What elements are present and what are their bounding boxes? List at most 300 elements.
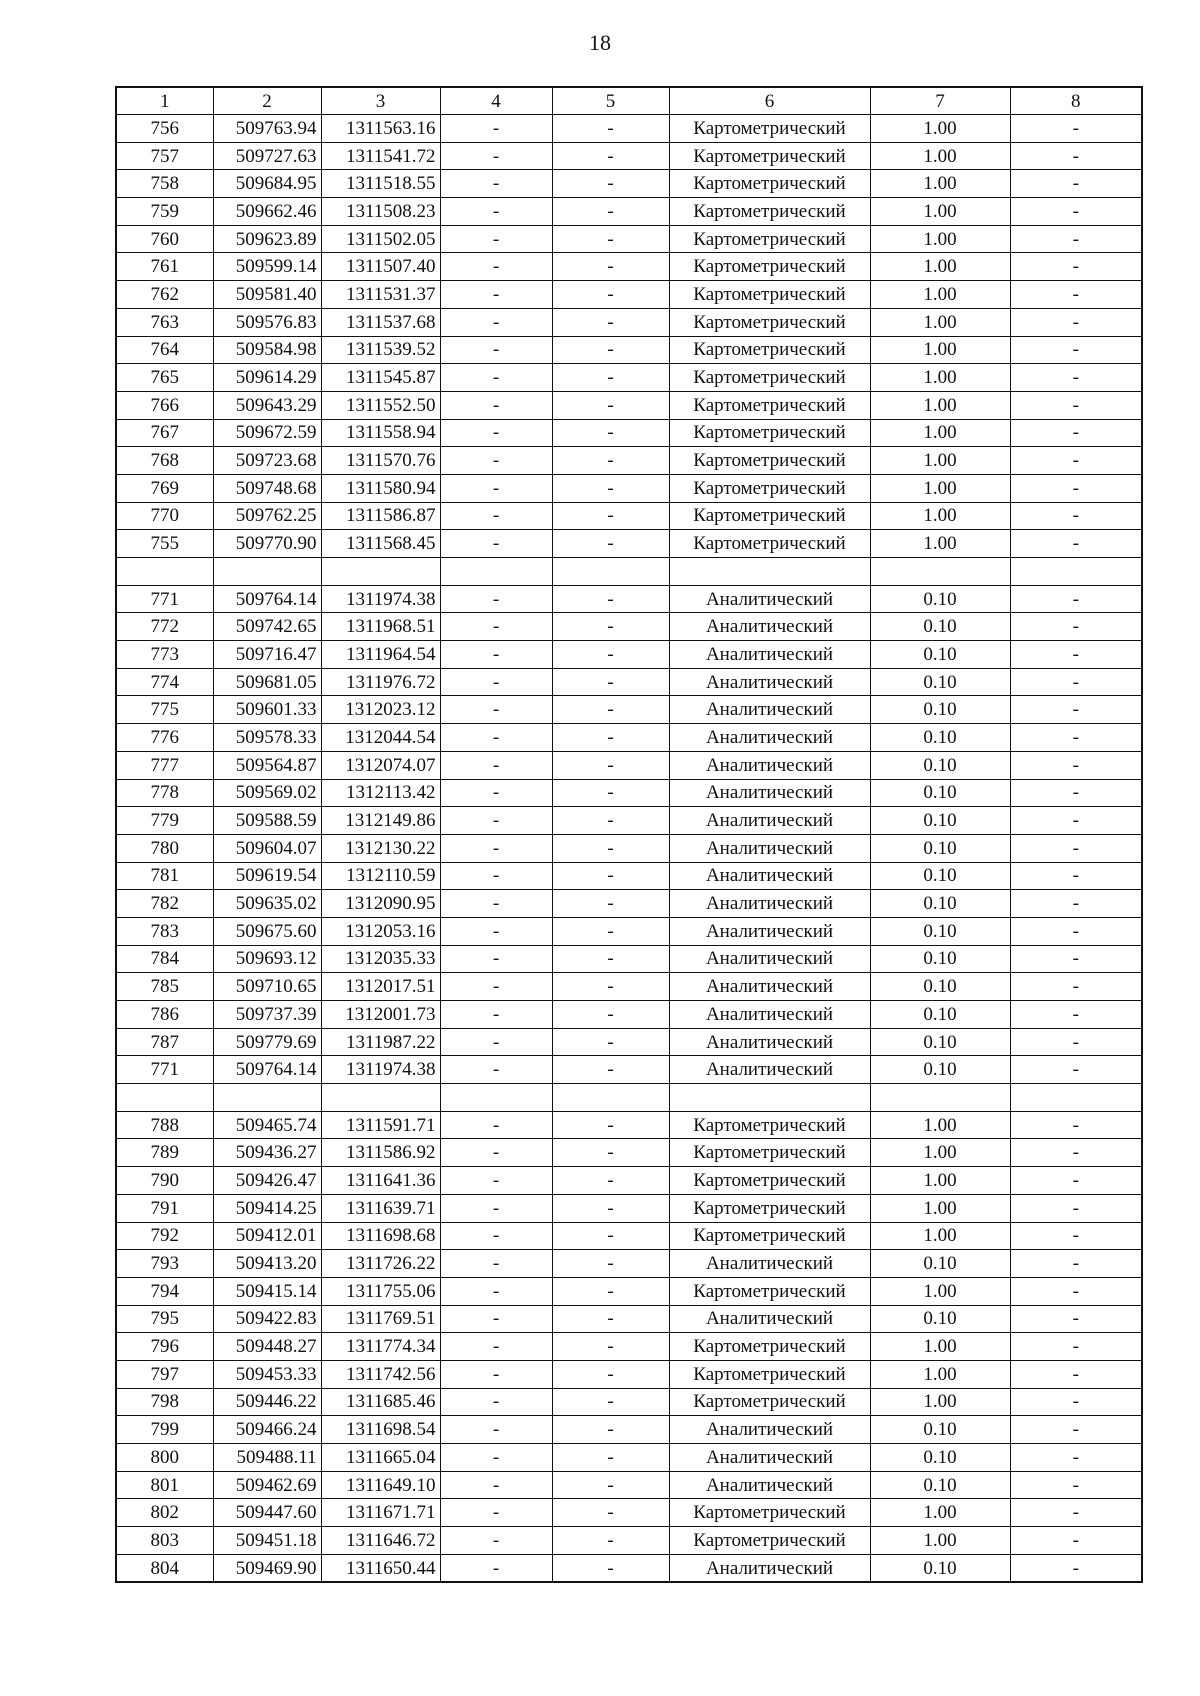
table-cell: - <box>552 1194 669 1222</box>
table-cell: - <box>552 917 669 945</box>
table-cell: 1312130.22 <box>321 834 440 862</box>
table-cell: 1312053.16 <box>321 917 440 945</box>
table-cell: - <box>1010 1554 1142 1582</box>
table-cell: 789 <box>116 1139 213 1167</box>
table-cell: Картометрический <box>669 225 870 253</box>
table-cell: - <box>552 225 669 253</box>
table-cell: 1.00 <box>870 1222 1010 1250</box>
table-row <box>116 1056 1142 1084</box>
table-cell: Картометрический <box>669 1277 870 1305</box>
table-row <box>116 890 1142 918</box>
table-cell: 771 <box>116 1056 213 1084</box>
table-row <box>116 862 1142 890</box>
table-cell: 1311508.23 <box>321 198 440 226</box>
table-cell: - <box>1010 834 1142 862</box>
header-row <box>116 87 1142 115</box>
table-cell: - <box>1010 1277 1142 1305</box>
table-row <box>116 1222 1142 1250</box>
table-cell: - <box>552 1250 669 1278</box>
table-cell: 778 <box>116 779 213 807</box>
table-cell: 509662.46 <box>213 198 321 226</box>
table-cell: 1.00 <box>870 308 1010 336</box>
table-cell: 509436.27 <box>213 1139 321 1167</box>
table-cell: 1.00 <box>870 1194 1010 1222</box>
table-cell: - <box>552 890 669 918</box>
table-cell: 1.00 <box>870 225 1010 253</box>
table-cell: 509448.27 <box>213 1333 321 1361</box>
table-cell: 1311507.40 <box>321 253 440 281</box>
table-cell: - <box>440 502 552 530</box>
table-cell: - <box>440 225 552 253</box>
column-header: 3 <box>321 87 440 115</box>
table-cell: - <box>440 1222 552 1250</box>
table-cell: Аналитический <box>669 585 870 613</box>
table-cell: 794 <box>116 1277 213 1305</box>
table-cell: 0.10 <box>870 585 1010 613</box>
table-cell: - <box>1010 308 1142 336</box>
table-cell: - <box>440 336 552 364</box>
table-cell: 0.10 <box>870 1416 1010 1444</box>
table-cell: - <box>1010 945 1142 973</box>
table-cell: 0.10 <box>870 1056 1010 1084</box>
table-cell: 1311650.44 <box>321 1554 440 1582</box>
table-cell: Картометрический <box>669 115 870 143</box>
table-cell: 767 <box>116 419 213 447</box>
table-cell: - <box>1010 1001 1142 1029</box>
table-cell: 509764.14 <box>213 1056 321 1084</box>
table-cell: 787 <box>116 1028 213 1056</box>
table-cell: 756 <box>116 115 213 143</box>
table-cell: 0.10 <box>870 613 1010 641</box>
table-cell: - <box>440 751 552 779</box>
table-cell: - <box>552 142 669 170</box>
table-cell: 1.00 <box>870 1360 1010 1388</box>
table-row <box>116 1471 1142 1499</box>
table-cell: - <box>1010 696 1142 724</box>
table-cell: - <box>1010 668 1142 696</box>
table-cell: - <box>552 1001 669 1029</box>
empty-cell <box>870 558 1010 586</box>
table-cell: Аналитический <box>669 890 870 918</box>
table-cell: 755 <box>116 530 213 558</box>
table-row <box>116 1001 1142 1029</box>
table-cell: - <box>440 1056 552 1084</box>
table-cell: 795 <box>116 1305 213 1333</box>
table-cell: 509604.07 <box>213 834 321 862</box>
table-cell: 1311726.22 <box>321 1250 440 1278</box>
empty-cell <box>552 558 669 586</box>
table-cell: 509584.98 <box>213 336 321 364</box>
table-cell: 0.10 <box>870 668 1010 696</box>
table-cell: 509681.05 <box>213 668 321 696</box>
table-cell: Картометрический <box>669 447 870 475</box>
table-cell: 769 <box>116 474 213 502</box>
table-row <box>116 170 1142 198</box>
table-cell: 802 <box>116 1499 213 1527</box>
table-cell: 1312149.86 <box>321 807 440 835</box>
table-cell: Аналитический <box>669 945 870 973</box>
table-cell: Аналитический <box>669 807 870 835</box>
separator-row <box>116 558 1142 586</box>
table-cell: 1311987.22 <box>321 1028 440 1056</box>
coordinates-table <box>115 86 1143 1583</box>
table-cell: 509451.18 <box>213 1527 321 1555</box>
table-cell: 509578.33 <box>213 724 321 752</box>
table-row <box>116 834 1142 862</box>
table-cell: 509581.40 <box>213 281 321 309</box>
table-cell: 509675.60 <box>213 917 321 945</box>
table-cell: - <box>440 1554 552 1582</box>
table-row <box>116 1527 1142 1555</box>
table-cell: 1311518.55 <box>321 170 440 198</box>
table-cell: Аналитический <box>669 1305 870 1333</box>
table-cell: 509576.83 <box>213 308 321 336</box>
table-row <box>116 1111 1142 1139</box>
table-cell: 1.00 <box>870 253 1010 281</box>
table-cell: 0.10 <box>870 724 1010 752</box>
table-cell: 509723.68 <box>213 447 321 475</box>
table-cell: 1311698.68 <box>321 1222 440 1250</box>
table-cell: - <box>552 1416 669 1444</box>
table-row <box>116 336 1142 364</box>
table-cell: 757 <box>116 142 213 170</box>
table-cell: - <box>552 1277 669 1305</box>
table-cell: Аналитический <box>669 862 870 890</box>
table-cell: Аналитический <box>669 917 870 945</box>
table-cell: - <box>552 253 669 281</box>
table-cell: - <box>440 1416 552 1444</box>
table-row <box>116 1028 1142 1056</box>
table-cell: - <box>552 391 669 419</box>
table-cell: Аналитический <box>669 1250 870 1278</box>
table-cell: 1312035.33 <box>321 945 440 973</box>
table-cell: - <box>552 585 669 613</box>
table-cell: 509764.14 <box>213 585 321 613</box>
table-cell: 0.10 <box>870 1001 1010 1029</box>
table-cell: 796 <box>116 1333 213 1361</box>
table-cell: 774 <box>116 668 213 696</box>
table-cell: 1312090.95 <box>321 890 440 918</box>
table-row <box>116 308 1142 336</box>
table-cell: 1311586.92 <box>321 1139 440 1167</box>
table-cell: - <box>440 585 552 613</box>
table-cell: 765 <box>116 364 213 392</box>
table-cell: - <box>1010 391 1142 419</box>
table-cell: - <box>1010 1305 1142 1333</box>
table-cell: - <box>552 696 669 724</box>
table-cell: 1.00 <box>870 198 1010 226</box>
table-cell: 509672.59 <box>213 419 321 447</box>
table-cell: - <box>440 641 552 669</box>
table-cell: - <box>1010 724 1142 752</box>
table-cell: 509601.33 <box>213 696 321 724</box>
table-cell: 509762.25 <box>213 502 321 530</box>
table-cell: Аналитический <box>669 751 870 779</box>
table-cell: - <box>552 530 669 558</box>
table-cell: 798 <box>116 1388 213 1416</box>
table-cell: - <box>440 115 552 143</box>
table-row <box>116 1499 1142 1527</box>
table-cell: 764 <box>116 336 213 364</box>
table-cell: 509748.68 <box>213 474 321 502</box>
table-cell: 1311545.87 <box>321 364 440 392</box>
table-cell: - <box>1010 364 1142 392</box>
table-row <box>116 115 1142 143</box>
table-cell: - <box>440 447 552 475</box>
table-cell: Аналитический <box>669 1444 870 1472</box>
table-cell: - <box>552 973 669 1001</box>
table-cell: 509413.20 <box>213 1250 321 1278</box>
table-cell: Картометрический <box>669 364 870 392</box>
table-cell: - <box>552 198 669 226</box>
table-cell: - <box>552 668 669 696</box>
table-cell: 1311558.94 <box>321 419 440 447</box>
table-cell: - <box>440 1028 552 1056</box>
table-cell: 509414.25 <box>213 1194 321 1222</box>
table-cell: 1311976.72 <box>321 668 440 696</box>
table-cell: - <box>552 1167 669 1195</box>
table-row <box>116 973 1142 1001</box>
table-cell: 1311769.51 <box>321 1305 440 1333</box>
table-cell: 509643.29 <box>213 391 321 419</box>
table-cell: 1311665.04 <box>321 1444 440 1472</box>
table-cell: Аналитический <box>669 779 870 807</box>
table-cell: Картометрический <box>669 391 870 419</box>
table-cell: - <box>440 281 552 309</box>
table-cell: 1311974.38 <box>321 1056 440 1084</box>
empty-cell <box>669 1084 870 1112</box>
table-cell: 0.10 <box>870 779 1010 807</box>
table-cell: 509742.65 <box>213 613 321 641</box>
table-cell: 792 <box>116 1222 213 1250</box>
table-cell: - <box>440 973 552 1001</box>
table-cell: 775 <box>116 696 213 724</box>
table-cell: - <box>440 1499 552 1527</box>
table-cell: - <box>1010 115 1142 143</box>
table-cell: 797 <box>116 1360 213 1388</box>
table-cell: 509684.95 <box>213 170 321 198</box>
table-cell: - <box>440 530 552 558</box>
table-cell: 0.10 <box>870 1250 1010 1278</box>
table-row <box>116 1250 1142 1278</box>
table-cell: 1311580.94 <box>321 474 440 502</box>
table-cell: - <box>1010 1111 1142 1139</box>
table-cell: - <box>1010 1222 1142 1250</box>
table-cell: 0.10 <box>870 751 1010 779</box>
table-cell: 804 <box>116 1554 213 1582</box>
table-cell: - <box>440 613 552 641</box>
table-cell: 1311586.87 <box>321 502 440 530</box>
table-cell: 509453.33 <box>213 1360 321 1388</box>
table-cell: 509635.02 <box>213 890 321 918</box>
table-cell: Картометрический <box>669 253 870 281</box>
table-cell: - <box>552 834 669 862</box>
table-row <box>116 1444 1142 1472</box>
table-cell: - <box>440 253 552 281</box>
table-cell: - <box>552 1028 669 1056</box>
table-cell: 509710.65 <box>213 973 321 1001</box>
table-cell: 509614.29 <box>213 364 321 392</box>
table-cell: - <box>552 724 669 752</box>
table-cell: Картометрический <box>669 1111 870 1139</box>
table-cell: Картометрический <box>669 1499 870 1527</box>
table-cell: 758 <box>116 170 213 198</box>
table-cell: - <box>1010 225 1142 253</box>
table-cell: 785 <box>116 973 213 1001</box>
table-cell: - <box>552 751 669 779</box>
table-cell: 1311552.50 <box>321 391 440 419</box>
table-cell: - <box>1010 474 1142 502</box>
table-cell: 1311964.54 <box>321 641 440 669</box>
table-cell: - <box>1010 502 1142 530</box>
table-cell: 1312110.59 <box>321 862 440 890</box>
table-cell: 770 <box>116 502 213 530</box>
table-cell: 509466.24 <box>213 1416 321 1444</box>
column-header: 7 <box>870 87 1010 115</box>
table-cell: - <box>440 1167 552 1195</box>
table-cell: - <box>440 198 552 226</box>
table-cell: 1.00 <box>870 281 1010 309</box>
table-cell: Картометрический <box>669 1388 870 1416</box>
table-cell: 780 <box>116 834 213 862</box>
table-cell: 763 <box>116 308 213 336</box>
table-cell: Аналитический <box>669 724 870 752</box>
table-cell: - <box>1010 1444 1142 1472</box>
table-cell: 0.10 <box>870 807 1010 835</box>
table-cell: 801 <box>116 1471 213 1499</box>
table-cell: Картометрический <box>669 502 870 530</box>
table-cell: - <box>1010 1527 1142 1555</box>
separator-row <box>116 1084 1142 1112</box>
table-cell: - <box>552 170 669 198</box>
table-cell: 509569.02 <box>213 779 321 807</box>
table-cell: - <box>440 1139 552 1167</box>
table-cell: - <box>552 308 669 336</box>
table-cell: - <box>552 1056 669 1084</box>
table-cell: 509465.74 <box>213 1111 321 1139</box>
table-cell: 1312017.51 <box>321 973 440 1001</box>
table-cell: - <box>1010 890 1142 918</box>
table-row <box>116 668 1142 696</box>
table-row <box>116 1167 1142 1195</box>
table-cell: - <box>1010 613 1142 641</box>
table-cell: Картометрический <box>669 419 870 447</box>
table-cell: 1.00 <box>870 336 1010 364</box>
table-cell: - <box>552 1305 669 1333</box>
table-cell: - <box>440 917 552 945</box>
table-cell: - <box>552 1499 669 1527</box>
empty-cell <box>1010 558 1142 586</box>
table-cell: Аналитический <box>669 834 870 862</box>
table-row <box>116 724 1142 752</box>
table-cell: 509623.89 <box>213 225 321 253</box>
empty-cell <box>552 1084 669 1112</box>
table-cell: 1311502.05 <box>321 225 440 253</box>
table-cell: 784 <box>116 945 213 973</box>
table-cell: - <box>1010 1471 1142 1499</box>
table-cell: Картометрический <box>669 198 870 226</box>
table-cell: 1.00 <box>870 502 1010 530</box>
table-cell: - <box>552 281 669 309</box>
table-cell: 509447.60 <box>213 1499 321 1527</box>
table-cell: - <box>552 807 669 835</box>
table-cell: 1311591.71 <box>321 1111 440 1139</box>
table-cell: - <box>1010 1194 1142 1222</box>
table-cell: - <box>440 779 552 807</box>
table-cell: - <box>1010 1416 1142 1444</box>
table-cell: 509469.90 <box>213 1554 321 1582</box>
table-row <box>116 1360 1142 1388</box>
table-cell: - <box>552 945 669 973</box>
table-cell: Картометрический <box>669 1360 870 1388</box>
table-cell: 1.00 <box>870 1333 1010 1361</box>
table-cell: - <box>1010 253 1142 281</box>
table-cell: - <box>1010 281 1142 309</box>
table-cell: 1.00 <box>870 447 1010 475</box>
table-cell: 509412.01 <box>213 1222 321 1250</box>
column-header: 4 <box>440 87 552 115</box>
table-cell: - <box>1010 1028 1142 1056</box>
table-cell: 509564.87 <box>213 751 321 779</box>
table-row <box>116 419 1142 447</box>
table-cell: - <box>1010 1360 1142 1388</box>
table-cell: 1312023.12 <box>321 696 440 724</box>
table-row <box>116 641 1142 669</box>
table-cell: - <box>440 1471 552 1499</box>
table-cell: - <box>552 1471 669 1499</box>
table-cell: 1311537.68 <box>321 308 440 336</box>
table-cell: - <box>440 1527 552 1555</box>
empty-cell <box>440 558 552 586</box>
table-cell: 1311968.51 <box>321 613 440 641</box>
table-cell: Аналитический <box>669 1001 870 1029</box>
column-header: 6 <box>669 87 870 115</box>
coordinates-table-container <box>115 86 1141 1583</box>
table-cell: - <box>440 391 552 419</box>
table-row <box>116 281 1142 309</box>
table-cell: - <box>1010 917 1142 945</box>
table-cell: 1.00 <box>870 364 1010 392</box>
table-cell: Аналитический <box>669 696 870 724</box>
table-cell: - <box>440 1194 552 1222</box>
column-header: 5 <box>552 87 669 115</box>
table-cell: Картометрический <box>669 1167 870 1195</box>
table-row <box>116 198 1142 226</box>
table-cell: 509446.22 <box>213 1388 321 1416</box>
table-cell: Картометрический <box>669 1222 870 1250</box>
table-cell: - <box>440 1305 552 1333</box>
table-cell: 509770.90 <box>213 530 321 558</box>
table-cell: 509415.14 <box>213 1277 321 1305</box>
table-row <box>116 502 1142 530</box>
table-cell: - <box>552 1360 669 1388</box>
table-cell: 0.10 <box>870 890 1010 918</box>
table-cell: 1.00 <box>870 170 1010 198</box>
table-cell: - <box>552 1388 669 1416</box>
table-row <box>116 1305 1142 1333</box>
table-cell: Картометрический <box>669 1194 870 1222</box>
table-cell: - <box>440 862 552 890</box>
table-cell: - <box>552 1444 669 1472</box>
table-cell: - <box>1010 1333 1142 1361</box>
table-cell: 1311646.72 <box>321 1527 440 1555</box>
table-cell: 1.00 <box>870 530 1010 558</box>
table-cell: - <box>1010 641 1142 669</box>
table-row <box>116 917 1142 945</box>
table-cell: - <box>552 474 669 502</box>
table-cell: 0.10 <box>870 917 1010 945</box>
table-cell: - <box>440 1333 552 1361</box>
